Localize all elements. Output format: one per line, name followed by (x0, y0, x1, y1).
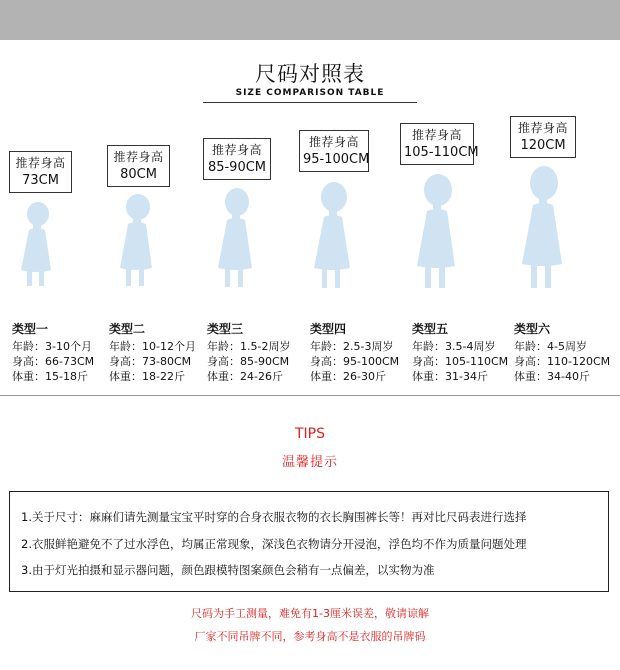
weight-range: 体重：31-34斤 (412, 370, 488, 383)
type-name-1: 类型一 (12, 322, 49, 336)
type-info-2 (109, 339, 196, 384)
age-range: 年龄：2.5-3周岁 (310, 340, 394, 353)
page-title: 尺码对照表 (255, 62, 365, 86)
height-range: 身高：85-90CM (207, 355, 290, 368)
height-range: 身高：66-73CM (12, 355, 95, 368)
height-range: 身高：95-100CM (310, 355, 400, 368)
type-name-2: 类型二 (109, 322, 146, 336)
weight-range: 体重：26-30斤 (310, 370, 386, 383)
recommended-height-tag-6: 推荐身高 120CM (510, 116, 576, 158)
type-name-5: 类型五 (412, 322, 449, 336)
type-name-6: 类型六 (514, 322, 551, 336)
child-figure-icon (14, 200, 58, 290)
type-info-3 (207, 339, 290, 384)
recommended-height-tag-5: 推荐身高 105-110CM (400, 123, 474, 165)
footer-measure-note: 尺码为手工测量，难免有1-3厘米误差，敬请谅解 (191, 607, 429, 620)
weight-range: 体重：18-22斤 (109, 370, 185, 383)
age-range: 年龄：3-10个月 (12, 340, 92, 353)
child-figure-icon (410, 172, 462, 292)
height-range: 身高：73-80CM (109, 355, 192, 368)
tips-subtitle: 温馨提示 (281, 455, 338, 470)
type-info-1 (12, 339, 94, 384)
subtitle-underline (203, 102, 417, 103)
note-1: 1.关于尺寸：麻麻们请先测量宝宝平时穿的合身衣服衣物的衣长胸围裤长等！再对比尺码表进行选择 (21, 510, 527, 524)
notes-box (9, 491, 609, 592)
type-info-6 (514, 339, 610, 384)
footer-tag-note: 厂家不同吊牌不同，参考身高不是衣服的吊牌码 (194, 630, 426, 643)
age-range: 年龄：3.5-4周岁 (412, 340, 496, 353)
section-divider (0, 395, 620, 396)
recommended-height-tag-1: 推荐身高 73CM (9, 151, 72, 193)
note-2: 2.衣服鲜艳避免不了过水浮色，均属正常现象，深浅色衣物请分开浸泡，浮色均不作为质量问题处理 (21, 537, 527, 551)
child-figure-icon (113, 192, 159, 290)
type-name-4: 类型四 (310, 322, 347, 336)
type-name-3: 类型三 (207, 322, 244, 336)
note-3: 3.由于灯光拍摄和显示器问题，颜色跟模特图案颜色会稍有一点偏差，以实物为准 (21, 563, 435, 577)
weight-range: 体重：15-18斤 (12, 370, 88, 383)
weight-range: 体重：34-40斤 (514, 370, 590, 383)
child-figure-icon (211, 186, 259, 291)
height-range: 身高：110-120CM (514, 355, 611, 368)
recommended-height-tag-3: 推荐身高 85-90CM (203, 138, 271, 180)
recommended-height-tag-4: 推荐身高 95-100CM (299, 130, 369, 172)
type-info-5 (412, 339, 508, 384)
tips-title: TIPS (294, 426, 325, 442)
child-figure-icon (307, 180, 357, 292)
age-range: 年龄：4-5周岁 (514, 340, 587, 353)
age-range: 年龄：1.5-2周岁 (207, 340, 291, 353)
height-range: 身高：105-110CM (412, 355, 509, 368)
weight-range: 体重：24-26斤 (207, 370, 283, 383)
page-subtitle: SIZE COMPARISON TABLE (235, 88, 385, 98)
top-gray-bar (0, 0, 620, 40)
child-figure-icon (515, 164, 569, 292)
type-info-4 (310, 339, 399, 384)
age-range: 年龄：10-12个月 (109, 340, 196, 353)
recommended-height-tag-2: 推荐身高 80CM (107, 145, 170, 187)
